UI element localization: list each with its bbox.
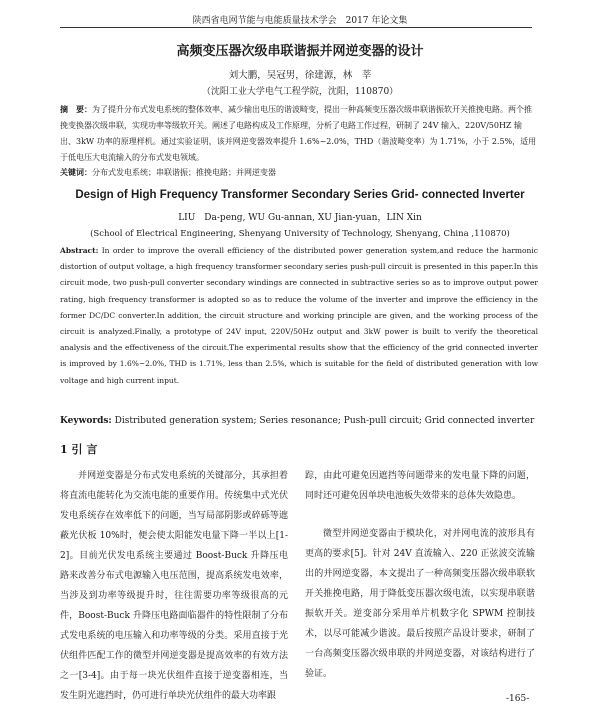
keywords-en-label: Keywords:: [60, 416, 112, 426]
intro-paragraph-2: 微型并网逆变器由于模块化，对并网电流的波形具有更高的要求[5]。针对 24V 直流输入、220 正弦波交流输出的并网逆变器，本文提出了一种高频变压器次级串联软开关推挽电路，用于降低变压器次级电流，以实现串联谐振软开关。逆变部分采用单片机数字化 SPWM 控制技术，以尽可能减少谐波。最后按照产品设计要求，研制了一台高频变压器次级串联的并网逆变器，对该结构进行了验证。: [305, 529, 535, 679]
header-rule: [60, 27, 532, 28]
section-heading-introduction: 1 引 言: [60, 443, 98, 456]
abstract-cn: [60, 101, 538, 166]
keywords-en-text: Distributed generation system; Series resonance; Push-pull circuit; Grid connected inverter: [114, 416, 535, 426]
affiliation-en: (School of Electrical Engineering, Shenyang University of Technology, Shenyang, China ,110870): [90, 229, 510, 239]
abstract-en-label: Abstract:: [60, 246, 99, 255]
page-number: -165-: [506, 694, 530, 704]
authors-en: LIU Da-peng, WU Gu-annan, XU Jian-yuan，LIN Xin: [178, 213, 422, 223]
keywords-en: [60, 413, 538, 429]
keywords-cn: [60, 167, 538, 178]
intro-paragraph-1: 并网逆变器是分布式发电系统的关键部分，其承担着将直流电能转化为交流电能的重要作用。传统集中式光伏发电系统存在效率低下的问题，当写局部阴影或碎砾等遮蔽光伏板 10%时，便会使太阳能发电量下降一半以上[1-2]。目前光伏发电系统主要通过 Boost-Buck 升降压电路来改善分布式电源输入电压范围，提高系统发电效率，当涉及到功率等级提升时，往往需要功率等级很高的元件，Boost-Buck 升降压电路面临器件的特性限制了分布式发电系统的电压输入和功率等级的分类。采用直接于光伏组件匹配工作的微型并网逆变器是提高效率的有效方法之一[3-4]。由于每一块光伏组件直接于逆变器相连，当发生阴光遮挡时，仍可进行单块光伏组件的最大功率跟: [60, 471, 288, 701]
paper-title-cn: 高频变压器次级串联谐振并网逆变器的设计: [176, 44, 424, 59]
paragraph-gap: [305, 506, 535, 524]
affiliation-cn: （沈阳工业大学电气工程学院，沈阳，110870）: [201, 87, 399, 97]
paper-title-en: Design of High Frequency Transformer Secondary Series Grid- connected Inverter: [75, 189, 525, 201]
intro-paragraph-1-cont: 踪，由此可避免因遮挡等问题带来的发电量下降的问题，同时还可避免因单块电池板失效带来的总体失效隐患。: [305, 471, 535, 501]
abstract-en: [60, 243, 538, 389]
running-header: 陕西省电网节能与电能质量技术学会 2017 年论文集: [192, 16, 408, 26]
keywords-cn-label: 关键词：: [60, 167, 92, 177]
abstract-en-text: In order to improve the overall efficiency of the distributed power generation system,and reduce the harmonic distortion of output voltage, a high frequency transformer secondary series push-pull circuit is presented in this paper.In this circuit mode, two push-pull converter secondary windings are connected in subtractive series so as to improve output power rating, high frequency transformer is adopted so as to reduce the volume of the inverter and improve the efficiency in the former DC/DC converter.In addition, the circuit structure and working principle are given, and the working process of the circuit is analyzed.Finally, a prototype of 24V input, 220V/50Hz output and 3kW power is built to verify the theoretical analysis and the effectiveness of the circuit.The experimental results show that the efficiency of the grid connected inverter is improved by 1.6%~2.0%, THD is 1.71%, less than 2.5%, which is suitable for the field of distributed generation with low voltage and high current input.: [60, 246, 538, 385]
authors-cn: 刘大鹏，吴冠男，徐建源，林 莘: [228, 70, 372, 81]
abstract-cn-label: 摘 要：: [60, 104, 92, 114]
keywords-cn-text: 分布式发电系统；串联谐振；推挽电路；并网逆变器: [92, 168, 276, 177]
body-column-right: [305, 466, 535, 684]
abstract-cn-text: 为了提升分布式发电系统的整体效率、减少输出电压的谐波畸变，提出一种高频变压器次级串联谐振软开关推挽电路。两个推挽变换器次级串联，实现功率等级软开关。阐述了电路构成及工作原理，分析了电路工作过程，研制了 24V 输入、220V/50HZ 输出、3kW 功率的原理样机。通过实验证明，该并网逆变器效率提升 1.6%~2.0%，THD（谐波畸变率）为 1.71%，小于 2.5%，适用于低电压大电流输入的分布式发电领域。: [60, 105, 537, 162]
body-column-left: [60, 466, 288, 706]
